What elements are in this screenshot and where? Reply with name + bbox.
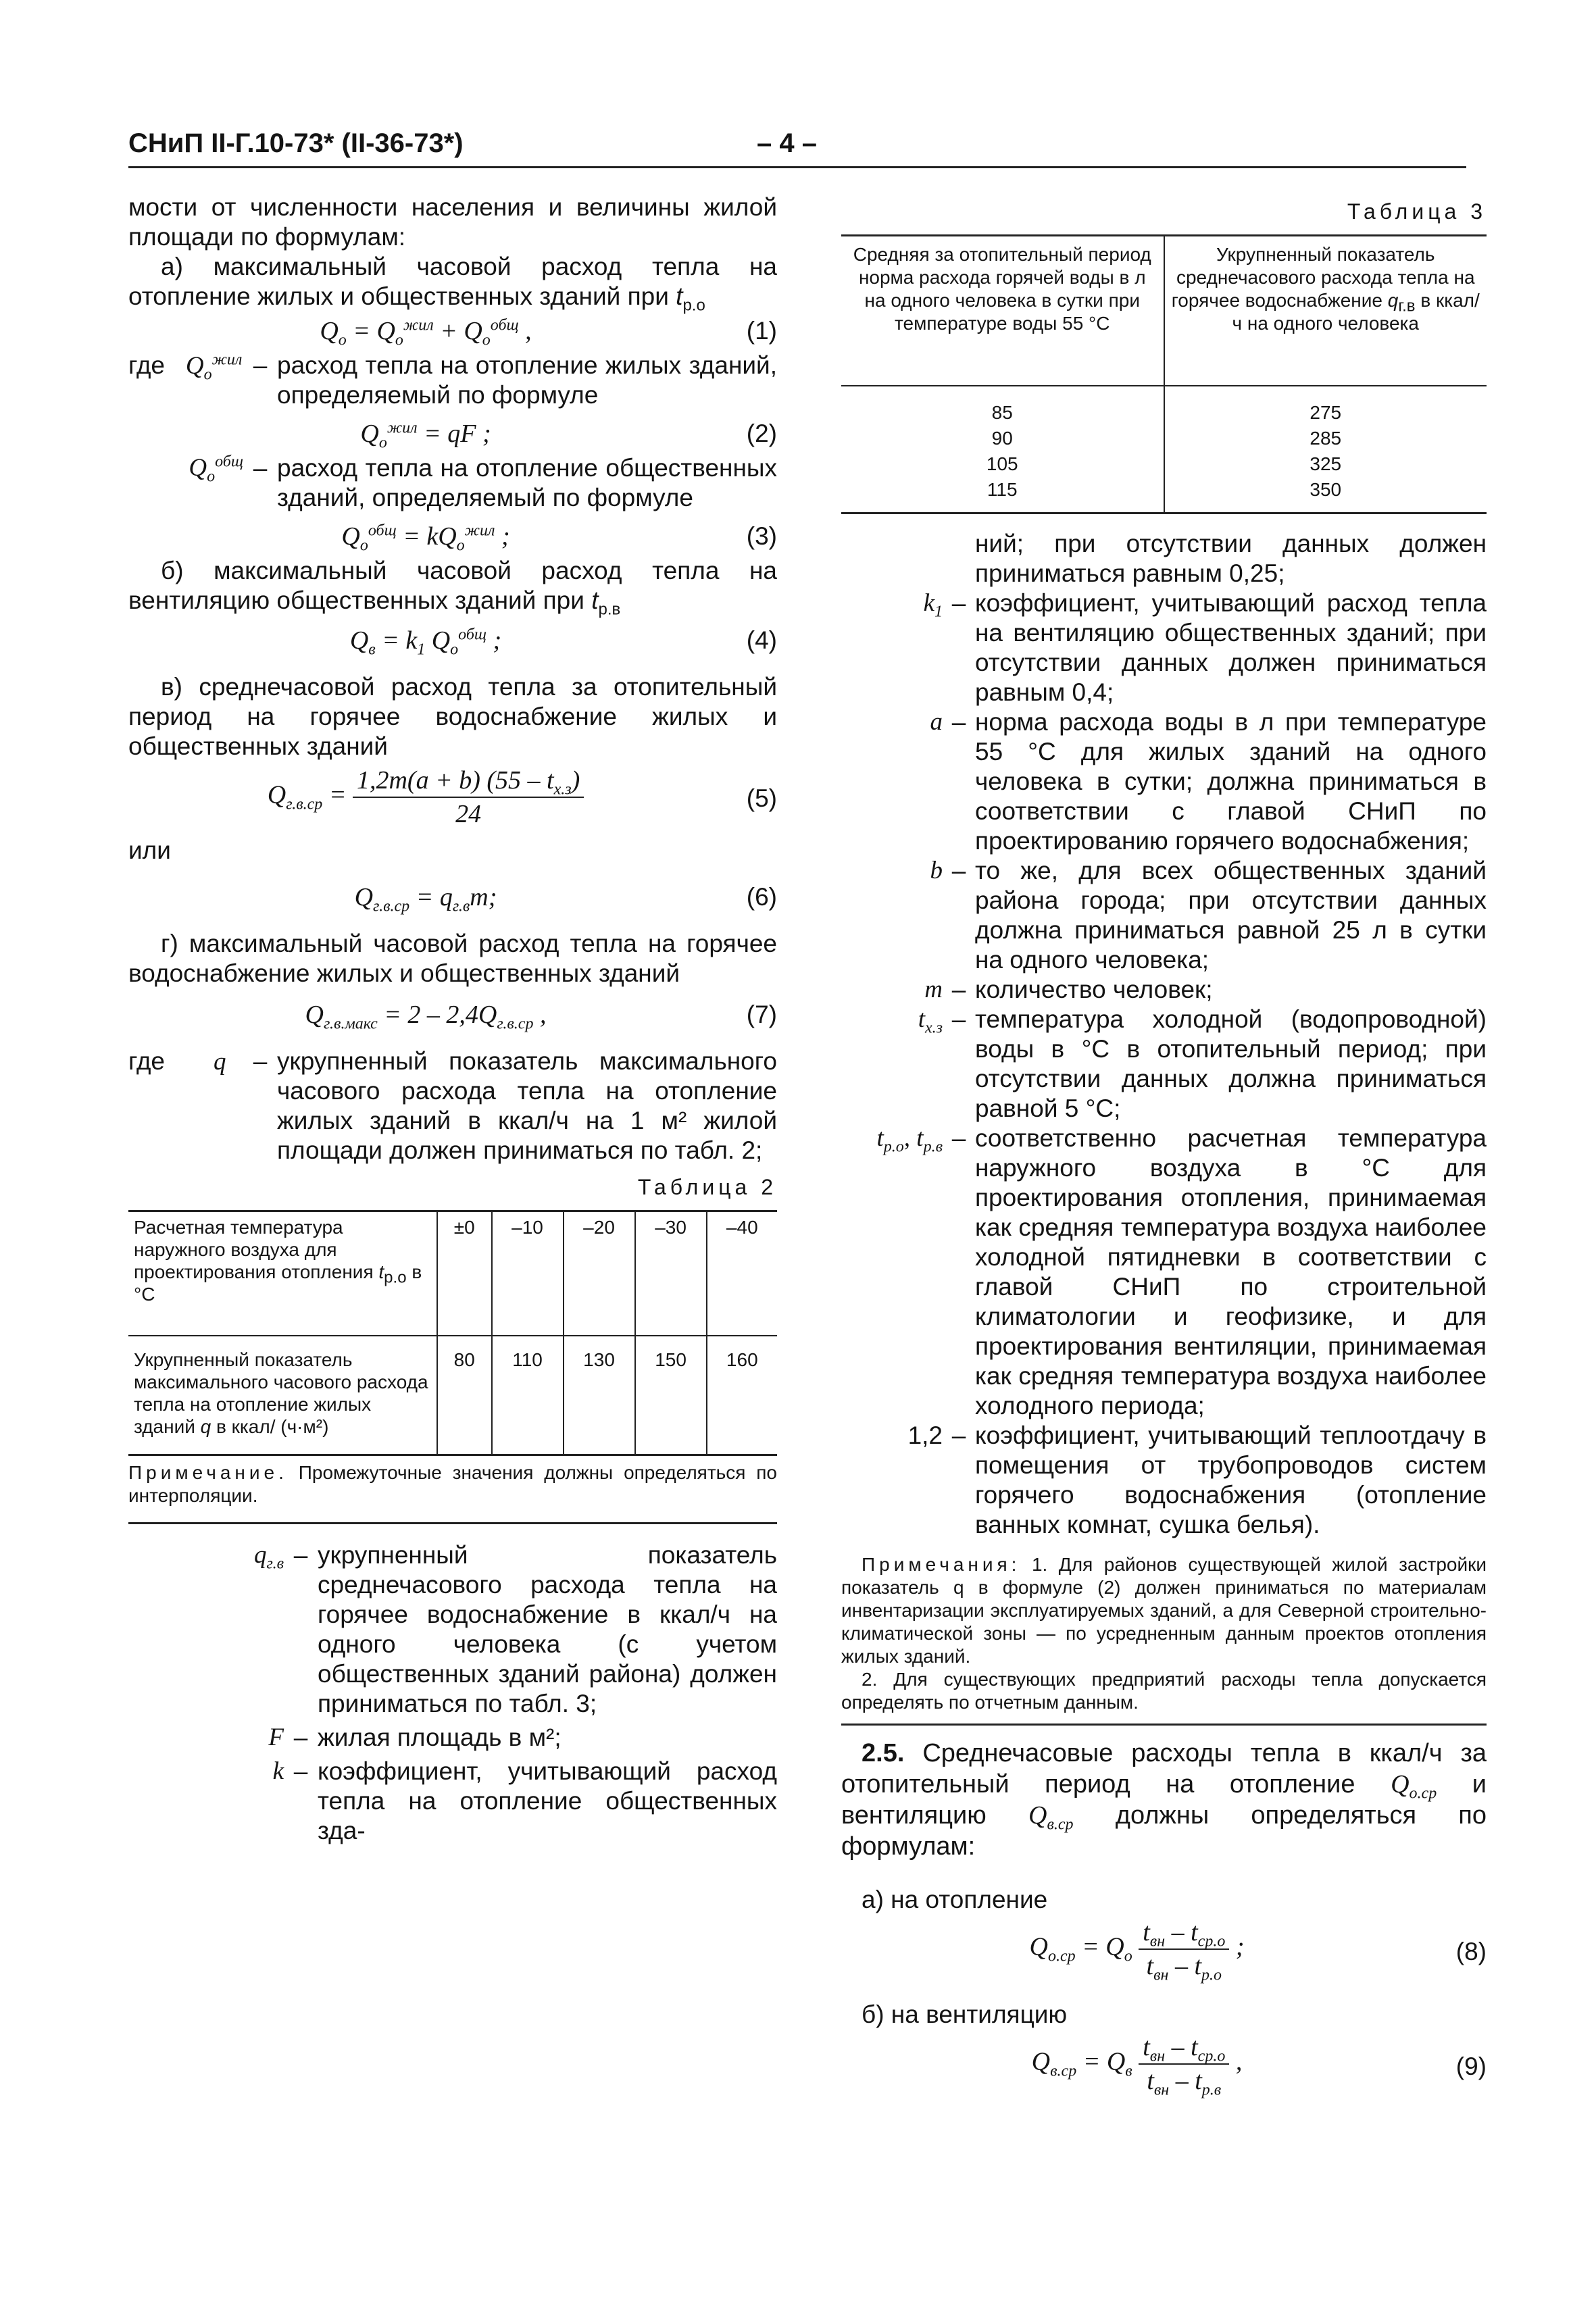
left-column xyxy=(128,193,777,1850)
intro-text: мости от численности населения и величины жилой площади по формулам: xyxy=(128,193,777,251)
formula-5: $Q_{г.в.ср}$ = 1,2m(a + b) $(55 - t_{х.з})$ 24 (5) xyxy=(128,761,777,836)
formula-6-number: (6) xyxy=(746,883,777,911)
continuation-k: ний; при отсутствии данных должен приниматься равным 0,25; xyxy=(975,530,1487,587)
table-2-value: 80 xyxy=(437,1336,492,1455)
notes-1: Примечания: 1. Для районов существующей жилой застройки показатель q в формуле (2) должен приниматься по материалам инвентаризации эксплуатируемых зданий, а для Северной строительно-климатической зоны — по усредненным данным проектов отопления жилых зданий. xyxy=(841,1554,1487,1667)
formula-2: $Q_о^{жил}$ = qF ; (2) xyxy=(128,414,777,453)
definition-k1: $k_1$ – коэффициент, учитывающий расход тепла на вентиляцию общественных зданий; при отсутствии данных должен приниматься равным 0,4; xyxy=(923,589,1487,706)
definition-a: a – норма расхода воды в л при температуре 55 °С для жилых зданий на одного человека в сутки; должна приниматься в соответствии с главой СНиП по проектированию горячего водоснабжения; xyxy=(930,708,1487,855)
document-code: СНиП II-Г.10-73* (II-36-73*) xyxy=(128,128,464,158)
table-2-value: 110 xyxy=(492,1336,564,1455)
formula-7: $Q_{г.в.макс} = 2 - 2,4Q_{г.в.ср}$ , (7) xyxy=(128,995,777,1034)
table-2-temp: –10 xyxy=(492,1211,564,1336)
table-2-row1-label: Расчетная температура наружного воздуха для проектирования отопления $t_{р.о}$ в °С xyxy=(128,1211,437,1336)
definition-q-zhil: где $Q_о^{жил}$ – расход тепла на отопление жилых зданий, определяемый по формуле xyxy=(128,351,777,409)
formula-8-number: (8) xyxy=(1455,1938,1487,1965)
table-2-caption: Таблица 2 xyxy=(637,1175,777,1199)
formula-9: $Q_{в.ср} = Q_в$ $t_{вн} - t_{ср.о}$ $t_{вн} - t_{р.в}$ , (9) xyxy=(841,2030,1487,2104)
header-rule xyxy=(128,166,1466,168)
formula-5-number: (5) xyxy=(746,784,777,812)
formula-4: $Q_в = k_1$ $Q_о^{общ}$ ; (4) xyxy=(128,621,777,660)
formula-8: $Q_{о.ср} = Q_о$ $t_{вн} - t_{ср.о}$ $t_{вн} - t_{р.о}$ ; (8) xyxy=(841,1915,1487,1989)
formula-3: $Q_о^{общ} = kQ_о^{жил}$ ; (3) xyxy=(128,517,777,556)
definition-1-2: 1,2 – коэффициент, учитывающий теплоотдачу в помещения от трубопроводов систем горячего водоснабжения (отопление ванных комнат, сушка белья). xyxy=(907,1422,1487,1538)
or-text: или xyxy=(128,836,171,864)
definition-tx: $t_{х.з}$ – температура холодной (водопроводной) воды в °С в отопительный период; при отсутствии данных должна приниматься равной 5 °С; xyxy=(918,1005,1487,1122)
table-2-temp: –40 xyxy=(707,1211,777,1336)
item-ventilation: б) на вентиляцию xyxy=(862,2001,1068,2028)
table-3-norms: 85 90 105 115 xyxy=(986,402,1018,500)
table-3-header-2: Укрупненный показатель среднечасового расхода тепла на горячее водоснабжение $q_{г.в}$ в ккал/ч на одного человека xyxy=(1164,236,1487,386)
notes-2: 2. Для существующих предприятий расходы тепла допускается определять по отчетным данным. xyxy=(841,1669,1487,1713)
table-3-values: 275 285 325 350 xyxy=(1164,386,1487,513)
item-b-text: б) максимальный часовой расход тепла на вентиляцию общественных зданий при $t_{р.в}$ xyxy=(128,557,777,619)
table-2 xyxy=(128,1210,777,1456)
right-column xyxy=(841,193,1487,2104)
left-separator xyxy=(128,1522,777,1524)
definition-f: F – жилая площадь в м²; xyxy=(268,1724,562,1751)
definition-b: b – то же, для всех общественных зданий района города; при отсутствии данных должна приниматься равной 25 л в сутки на одного человека; xyxy=(930,857,1487,974)
table-2-row2-label: Укрупненный показатель максимального часового расхода тепла на отопление жилых зданий q в ккал/ (ч·м²) xyxy=(134,1349,428,1437)
table-3-caption: Таблица 3 xyxy=(1347,199,1487,224)
definition-k: k – коэффициент, учитывающий расход тепла на отопление общественных зда- xyxy=(272,1757,777,1844)
table-2-note: Примечание. Промежуточные значения должны определяться по интерполяции. xyxy=(128,1462,778,1506)
definition-q-obsh: $Q_о^{общ}$ – расход тепла на отопление общественных зданий, определяемый по формуле xyxy=(189,453,777,511)
table-2-value: 150 xyxy=(635,1336,707,1455)
table-2-value: 130 xyxy=(564,1336,635,1455)
formula-2-number: (2) xyxy=(746,420,777,447)
formula-6: $Q_{г.в.ср} = q_{г.в}m$; (6) xyxy=(128,878,777,917)
definition-tp: $t_{р.о}$, $t_{р.в}$ – соответственно расчетная температура наружного воздуха в °С для проектирования отопления, принимаемая как средняя температура воздуха наиболее холодной пятидневки в соответствии с главой СНиП по строительной климатологии и геофизике, и для проектирования вентиляции, принимаемая как средняя температура воздуха наиболее холодного периода; xyxy=(876,1124,1487,1419)
formula-7-number: (7) xyxy=(746,1001,777,1028)
formula-1-number: (1) xyxy=(746,317,777,345)
right-separator xyxy=(841,1724,1487,1726)
table-3 xyxy=(841,234,1487,514)
item-g-text: г) максимальный часовой расход тепла на горячее водоснабжение жилых и общественных зданий xyxy=(128,930,777,987)
definition-q-gv: $q_{г.в}$ – укрупненный показатель среднечасового расхода тепла на горячее водоснабжение в ккал/ч на одного человека (с учетом общественных зданий района) должен приниматься по табл. 3; xyxy=(254,1541,777,1717)
table-3-header-1: Средняя за отопительный период норма расхода горячей воды в л на одного человека в сутки при температуре воды 55 °С xyxy=(841,236,1164,386)
where-label: где $Q_о^{жил}$ xyxy=(128,351,243,384)
formula-4-number: (4) xyxy=(746,626,777,654)
page-number: – 4 – xyxy=(757,128,817,158)
table-2-value: 160 xyxy=(707,1336,777,1455)
formula-3-number: (3) xyxy=(746,522,777,550)
table-2-temp: –30 xyxy=(635,1211,707,1336)
definition-m: m – количество человек; xyxy=(924,976,1213,1003)
formula-9-number: (9) xyxy=(1455,2053,1487,2080)
section-2-5: 2.5. Среднечасовые расходы тепла в ккал/ч за отопительный период на отопление $Q_{о.ср}$ и вентиляцию $Q_{в.ср}$ должны определяться по формулам: xyxy=(841,1739,1487,1861)
item-heating: а) на отопление xyxy=(862,1886,1048,1913)
table-2-temp: –20 xyxy=(564,1211,635,1336)
item-v-text: в) среднечасовой расход тепла за отопительный период на горячее водоснабжение жилых и общественных зданий xyxy=(128,673,777,760)
formula-1: $Q_о = Q_о^{жил} + Q_о^{общ}$ , (1) xyxy=(128,311,777,351)
definition-q: где q – укрупненный показатель максимального часового расхода тепла на отопление жилых зданий в ккал/ч на 1 м² жилой площади должен приниматься по табл. 2; xyxy=(128,1047,777,1164)
item-a-text: а) максимальный часовой расход тепла на отопление жилых и общественных зданий при $t_{р.о}$ xyxy=(128,253,777,315)
table-2-temp: ±0 xyxy=(437,1211,492,1336)
